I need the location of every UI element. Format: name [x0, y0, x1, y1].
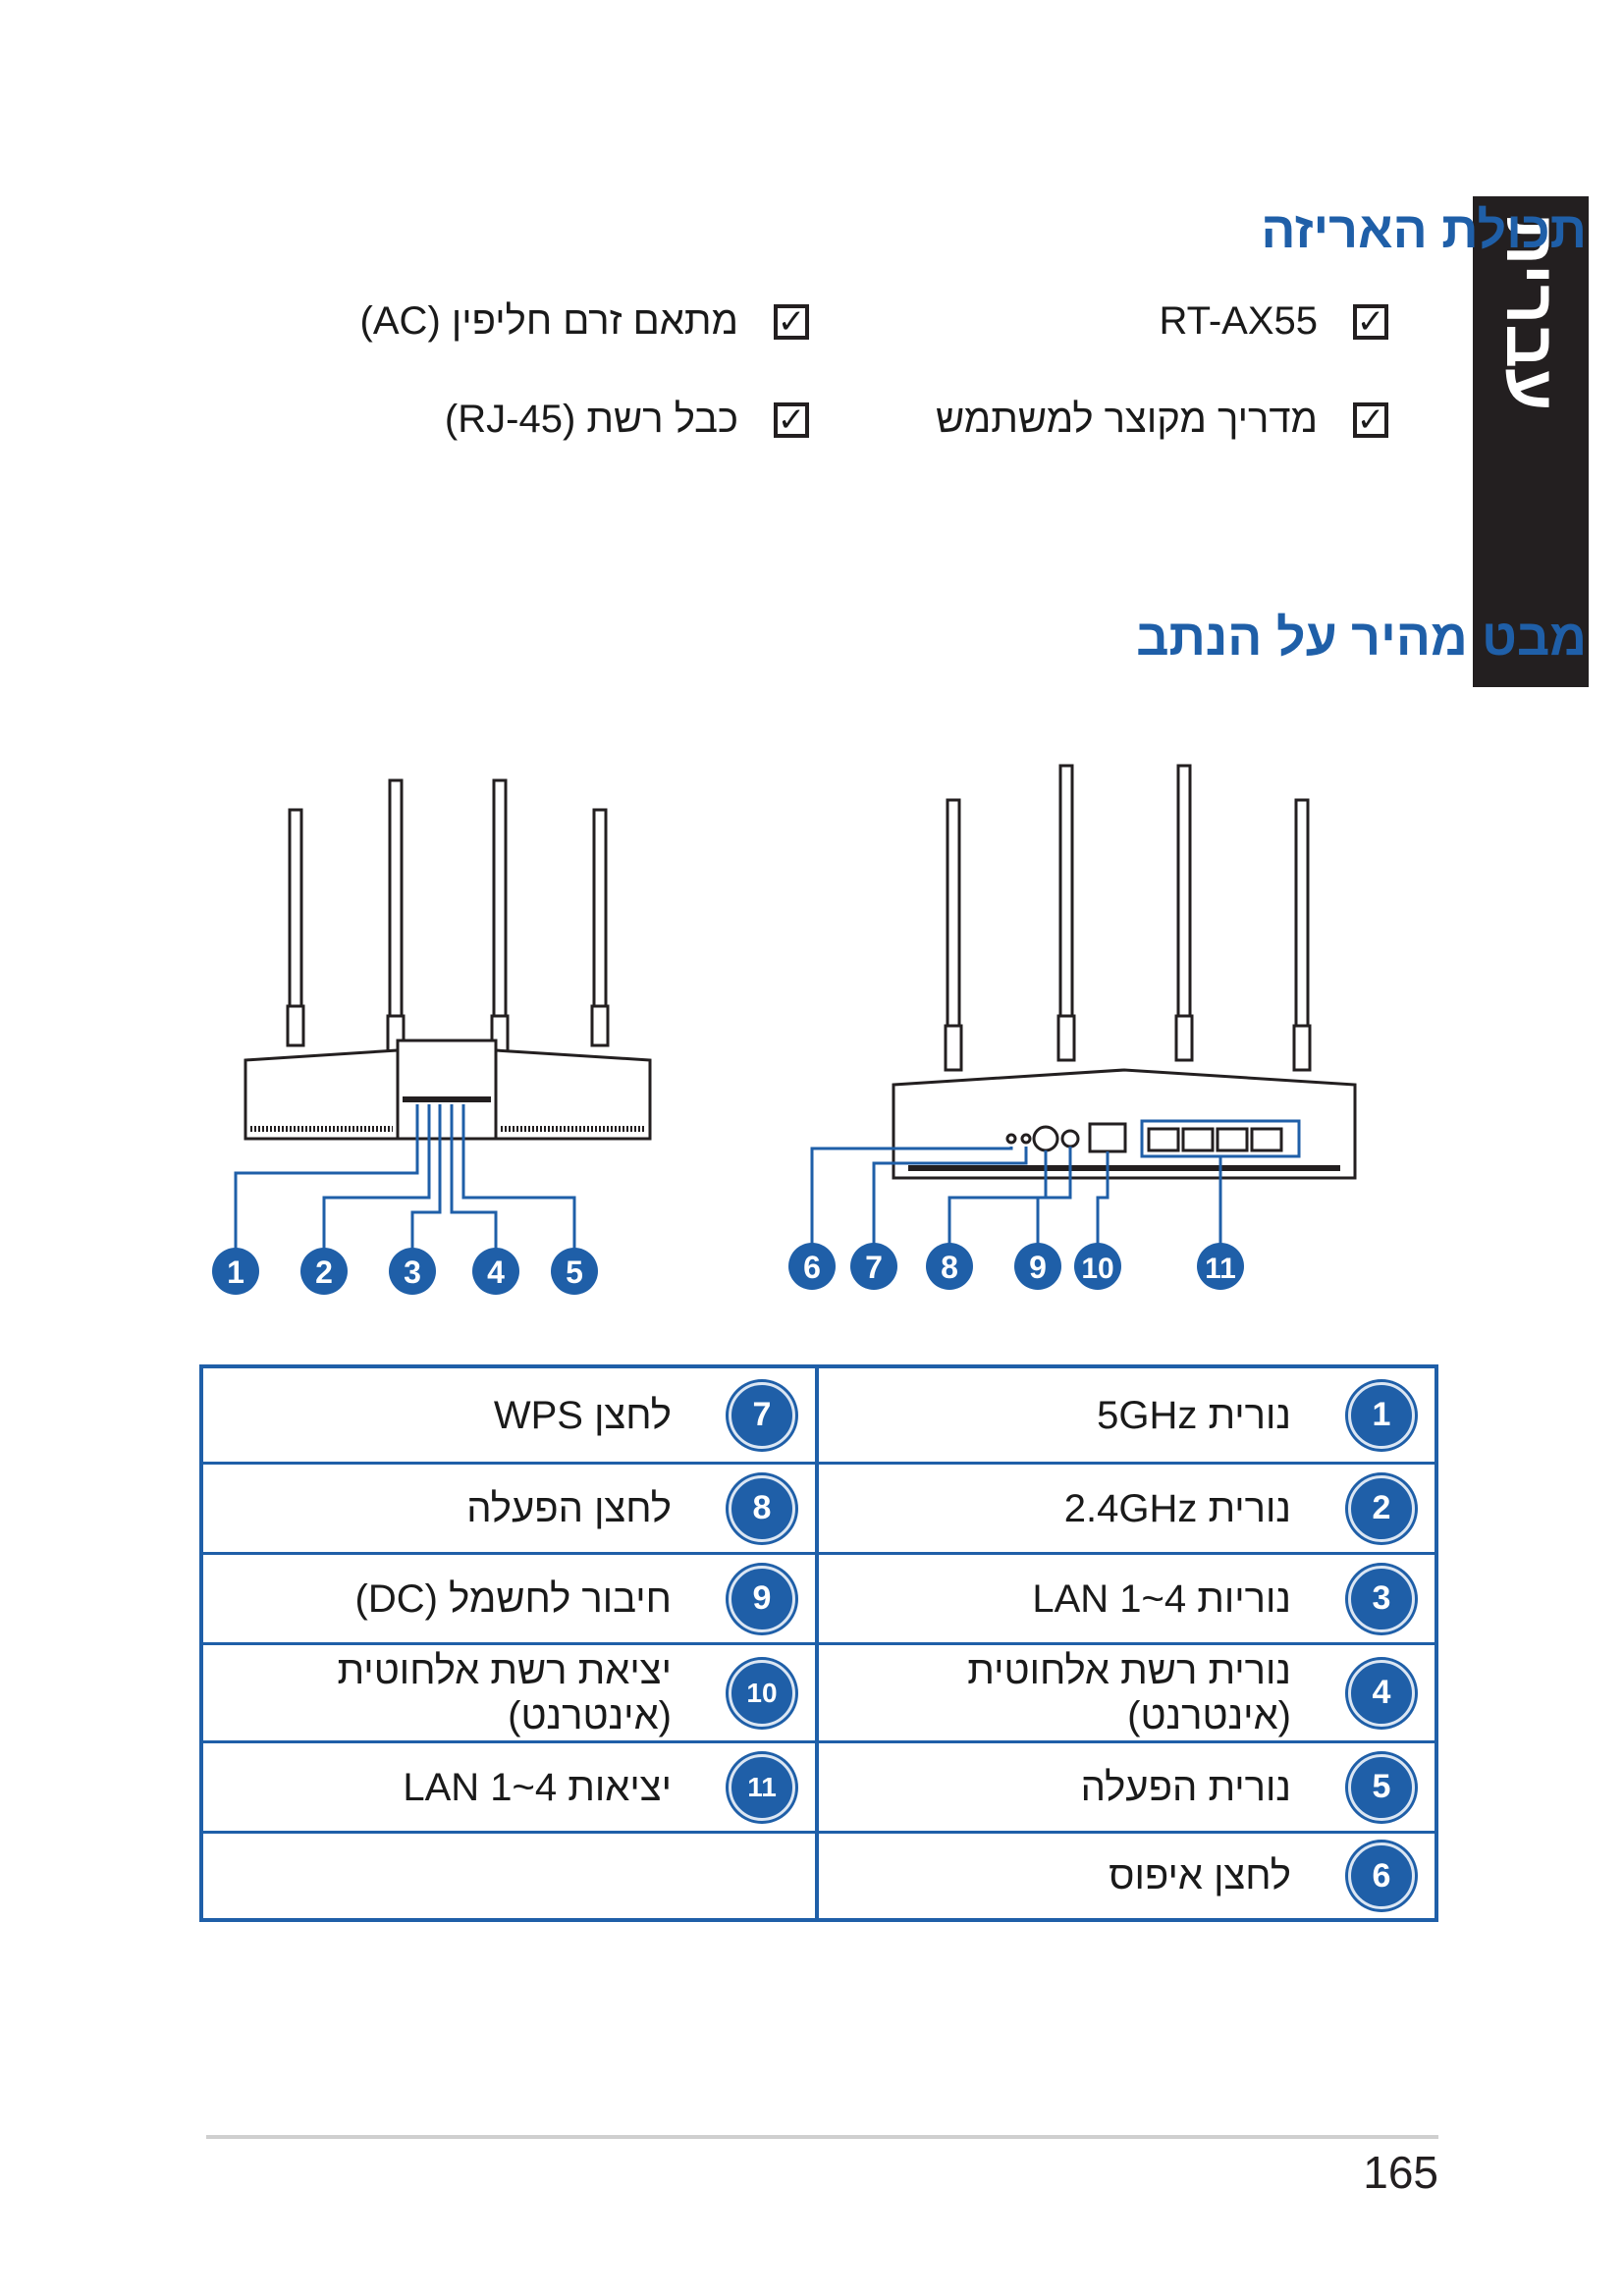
quick-look-title: מבט מהיר על הנתב [1136, 610, 1587, 667]
callout-1: 1 [227, 1255, 244, 1290]
router-body [245, 1041, 650, 1139]
router-front-diagram [196, 756, 687, 1306]
back-callouts [788, 1243, 1244, 1290]
ports-legend-table [199, 1364, 1438, 1922]
callout-4: 4 [487, 1255, 505, 1290]
legend-text: לחצן איפוס [1109, 1854, 1291, 1897]
router-back-diagram [781, 746, 1389, 1306]
checkbox-icon: ✓ [1353, 304, 1388, 340]
legend-text: נורית רשת אלחוטית (אינטרנט) [967, 1648, 1291, 1737]
legend-text: נורית הפעלה [1080, 1765, 1291, 1809]
legend-column-left [203, 1368, 819, 1918]
legend-number-badge: 9 [729, 1566, 795, 1632]
package-item-label: מתאם זרם חליפין (AC) [359, 299, 738, 343]
checkbox-icon: ✓ [774, 402, 809, 438]
legend-number-badge: 7 [729, 1382, 795, 1449]
language-tab-label: עברית [1492, 216, 1569, 411]
legend-number-badge: 4 [1348, 1660, 1415, 1727]
legend-row [203, 1555, 815, 1645]
package-item-label: מדריך מקוצר למשתמש [935, 398, 1318, 441]
legend-number-badge: 10 [729, 1660, 795, 1727]
front-callouts [212, 1248, 598, 1295]
legend-row [819, 1465, 1435, 1555]
checkbox-icon: ✓ [1353, 402, 1388, 438]
legend-text: נוריות LAN 1~4 [1032, 1576, 1291, 1621]
legend-text: חיבור לחשמל (DC) [354, 1576, 672, 1621]
legend-text: נורית 5GHz [1097, 1393, 1291, 1437]
callout-8: 8 [941, 1250, 958, 1285]
legend-row [203, 1743, 815, 1834]
legend-row [819, 1645, 1435, 1743]
callout-2: 2 [315, 1255, 333, 1290]
legend-text: נורית 2.4GHz [1063, 1486, 1291, 1530]
callout-11: 11 [1205, 1253, 1236, 1285]
legend-number-badge: 11 [729, 1754, 795, 1821]
callout-3: 3 [404, 1255, 421, 1290]
legend-row [819, 1834, 1435, 1918]
callout-6: 6 [803, 1250, 821, 1285]
legend-number-badge: 8 [729, 1475, 795, 1542]
legend-row [819, 1368, 1435, 1465]
legend-text: לחצן הפעלה [466, 1486, 672, 1530]
quick-look-heading [1136, 609, 1587, 667]
callout-9: 9 [1029, 1250, 1047, 1285]
callout-10: 10 [1081, 1253, 1114, 1285]
antenna-icon [946, 766, 1310, 1070]
legend-number-badge: 1 [1348, 1382, 1415, 1449]
legend-number-badge: 2 [1348, 1475, 1415, 1542]
legend-row [203, 1645, 815, 1743]
legend-row-empty [203, 1834, 815, 1918]
package-item-guide [936, 398, 1388, 442]
package-item-cable [445, 398, 809, 442]
legend-text: לחצן WPS [493, 1393, 672, 1437]
legend-row [819, 1555, 1435, 1645]
checkbox-icon: ✓ [774, 304, 809, 340]
legend-text: יציאות LAN 1~4 [403, 1765, 672, 1809]
package-contents-heading [1261, 201, 1587, 260]
legend-column-right [819, 1368, 1435, 1918]
legend-number-badge: 6 [1348, 1842, 1415, 1909]
package-item-adapter [360, 299, 809, 344]
legend-row [203, 1368, 815, 1465]
antenna-icon [288, 780, 608, 1055]
legend-number-badge: 5 [1348, 1754, 1415, 1821]
legend-text: יציאת רשת אלחוטית (אינטרנט) [337, 1648, 672, 1737]
legend-row [819, 1743, 1435, 1834]
callout-7: 7 [865, 1250, 883, 1285]
legend-number-badge: 3 [1348, 1566, 1415, 1632]
page-number: 165 [1363, 2147, 1438, 2198]
callout-5: 5 [566, 1255, 583, 1290]
footer-divider [206, 2135, 1438, 2139]
package-item-router [1159, 299, 1388, 344]
package-item-label: RT-AX55 [1159, 299, 1318, 343]
package-contents-title: תכולת האריזה [1261, 202, 1587, 259]
legend-row [203, 1465, 815, 1555]
package-item-label: כבל רשת (RJ-45) [444, 398, 738, 441]
